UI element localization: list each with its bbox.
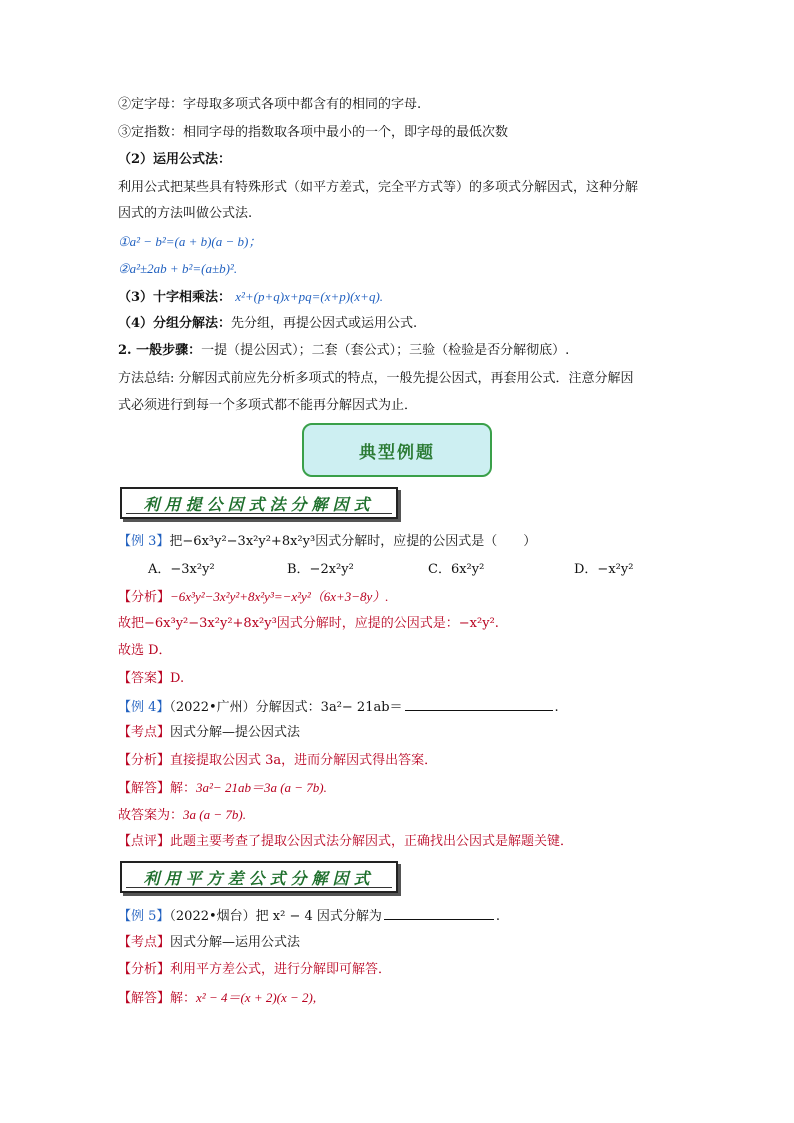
steps-line: [118, 342, 569, 360]
answer-blank[interactable]: [405, 697, 553, 711]
example-4-analysis-tag: 【分析】: [118, 753, 171, 768]
formula-method-desc-1: 利用公式把某些具有特殊形式（如平方差式，完全平方式等）的多项式分解因式，这种分解: [118, 180, 639, 195]
steps-text: 一提（提公因式）；二套（套公式）；三验（检验是否分解彻底）.: [201, 343, 570, 358]
example-3-analysis-tag: 【分析】: [118, 590, 171, 605]
example-5-solution: [118, 989, 316, 1008]
steps-label: 2. 一般步骤：: [118, 343, 202, 358]
example-4-analysis-text: 直接提取公因式 3a，进而分解因式得出答案．: [170, 753, 438, 768]
example-4-final-prefix: 故答案为：: [118, 808, 184, 823]
example-4-final-text: 3a (a − 7b).: [183, 807, 246, 822]
example-5-tag: 【例 5】: [118, 909, 170, 924]
example-5-solution-prefix: 解：: [170, 991, 197, 1006]
example-4-text: 分解因式：3a²− 21ab＝: [255, 700, 403, 715]
example-5-analysis: [118, 961, 391, 979]
difference-of-squares-formula: ①a² − b²=(a + b)(a − b)；: [118, 234, 262, 249]
example-4-solution-tag: 【解答】: [118, 781, 171, 796]
option-d: D．−x²y²: [574, 562, 634, 577]
perfect-square-formula: ②a²±2ab + b²=(a±b)².: [118, 261, 238, 276]
formula-method-heading: （2）运用公式法：: [118, 152, 232, 167]
example-5-solution-tag: 【解答】: [118, 991, 171, 1006]
option-c: C．6x²y²: [428, 562, 485, 577]
example-4-keypoint-tag: 【考点】: [118, 725, 171, 740]
example-4-analysis: [118, 752, 437, 770]
example-4-solution-text: 3a²− 21ab＝3a (a − 7b).: [196, 780, 327, 795]
example-4-keypoint: [118, 724, 300, 742]
example-5-keypoint-text: 因式分解—运用公式法: [170, 935, 301, 950]
formula-method-desc-2: 因式的方法叫做公式法.: [118, 206, 253, 221]
example-4-final: [118, 806, 246, 825]
cross-multiplication-formula: x²+(p+q)x+pq=(x+p)(x+q).: [235, 289, 384, 304]
example-4-comment-tag: 【点评】: [118, 834, 171, 849]
example-5-keypoint-tag: 【考点】: [118, 935, 171, 950]
option-b: B．−2x²y²: [287, 562, 354, 577]
example-5-analysis-tag: 【分析】: [118, 962, 171, 977]
option-a: A．−3x²y²: [148, 562, 215, 577]
example-5-keypoint: [118, 934, 300, 952]
method-summary-1: 方法总结: 分解因式前应先分析多项式的特点，一般先提公因式，再套用公式．注意分解因: [118, 371, 634, 386]
grouping-label: （4）分组分解法：: [118, 316, 232, 331]
grouping-line: [118, 315, 417, 333]
example-4-keypoint-text: 因式分解—提公因式法: [170, 725, 301, 740]
example-3-choice: 故选 D．: [118, 643, 172, 658]
example-4-solution: [118, 779, 327, 798]
example-3-analysis: [118, 588, 389, 607]
example-3-analysis-text: −6x³y²−3x²y²+8x²y³=−x²y²（6x+3−8y）.: [170, 589, 389, 604]
example-3-question: [118, 533, 536, 551]
example-3-answer-tag: 【答案】: [118, 671, 171, 686]
method-summary-2: 式必须进行到每一个多项式都不能再分解因式为止．: [118, 398, 418, 413]
example-3-answer-text: D.: [170, 671, 185, 686]
rule-exponent: ③定指数：相同字母的指数取各项中最小的一个，即字母的最低次数: [118, 125, 509, 140]
example-4-comment-text: 此题主要考查了提取公因式法分解因式，正确找出公因式是解题关键．: [170, 834, 574, 849]
rule-letter: ②定字母：字母取多项式各项中都含有的相同的字母.: [118, 97, 422, 112]
example-3-tag: 【例 3】: [118, 534, 170, 549]
example-4-solution-prefix: 解：: [170, 781, 197, 796]
cross-multiplication-line: [118, 288, 383, 307]
example-3-conclusion: 故把−6x³y²−3x²y²+8x²y³因式分解时，应提的公因式是：−x²y².: [118, 616, 499, 631]
example-3-answer: [118, 670, 184, 688]
section-common-factor-heading: 利用提公因式法分解因式: [120, 487, 398, 519]
typical-examples-banner: 典型例题: [302, 423, 492, 477]
example-3-text: 把−6x³y²−3x²y²+8x²y³因式分解时，应提的公因式是（ ）: [169, 534, 537, 549]
example-4-question: 【例 4】（2022•广州）分解因式：3a²− 21ab＝ .: [118, 697, 559, 717]
grouping-text: 先分组，再提公因式或运用公式.: [231, 316, 418, 331]
example-5-text: 把 x² − 4 因式分解为: [255, 909, 382, 924]
example-4-source: （2022•广州）: [169, 700, 256, 715]
example-5-source: （2022•烟台）: [169, 909, 256, 924]
section-difference-squares-heading: 利用平方差公式分解因式: [120, 861, 398, 893]
example-4-comment: [118, 833, 573, 851]
answer-blank[interactable]: [384, 906, 494, 920]
example-5-solution-text: x² − 4＝(x + 2)(x − 2),: [196, 990, 317, 1005]
example-5-analysis-text: 利用平方差公式，进行分解即可解答．: [170, 962, 392, 977]
example-5-question: 【例 5】（2022•烟台）把 x² − 4 因式分解为 .: [118, 906, 500, 926]
cross-multiplication-label: （3）十字相乘法：: [118, 290, 232, 305]
example-4-tag: 【例 4】: [118, 700, 170, 715]
